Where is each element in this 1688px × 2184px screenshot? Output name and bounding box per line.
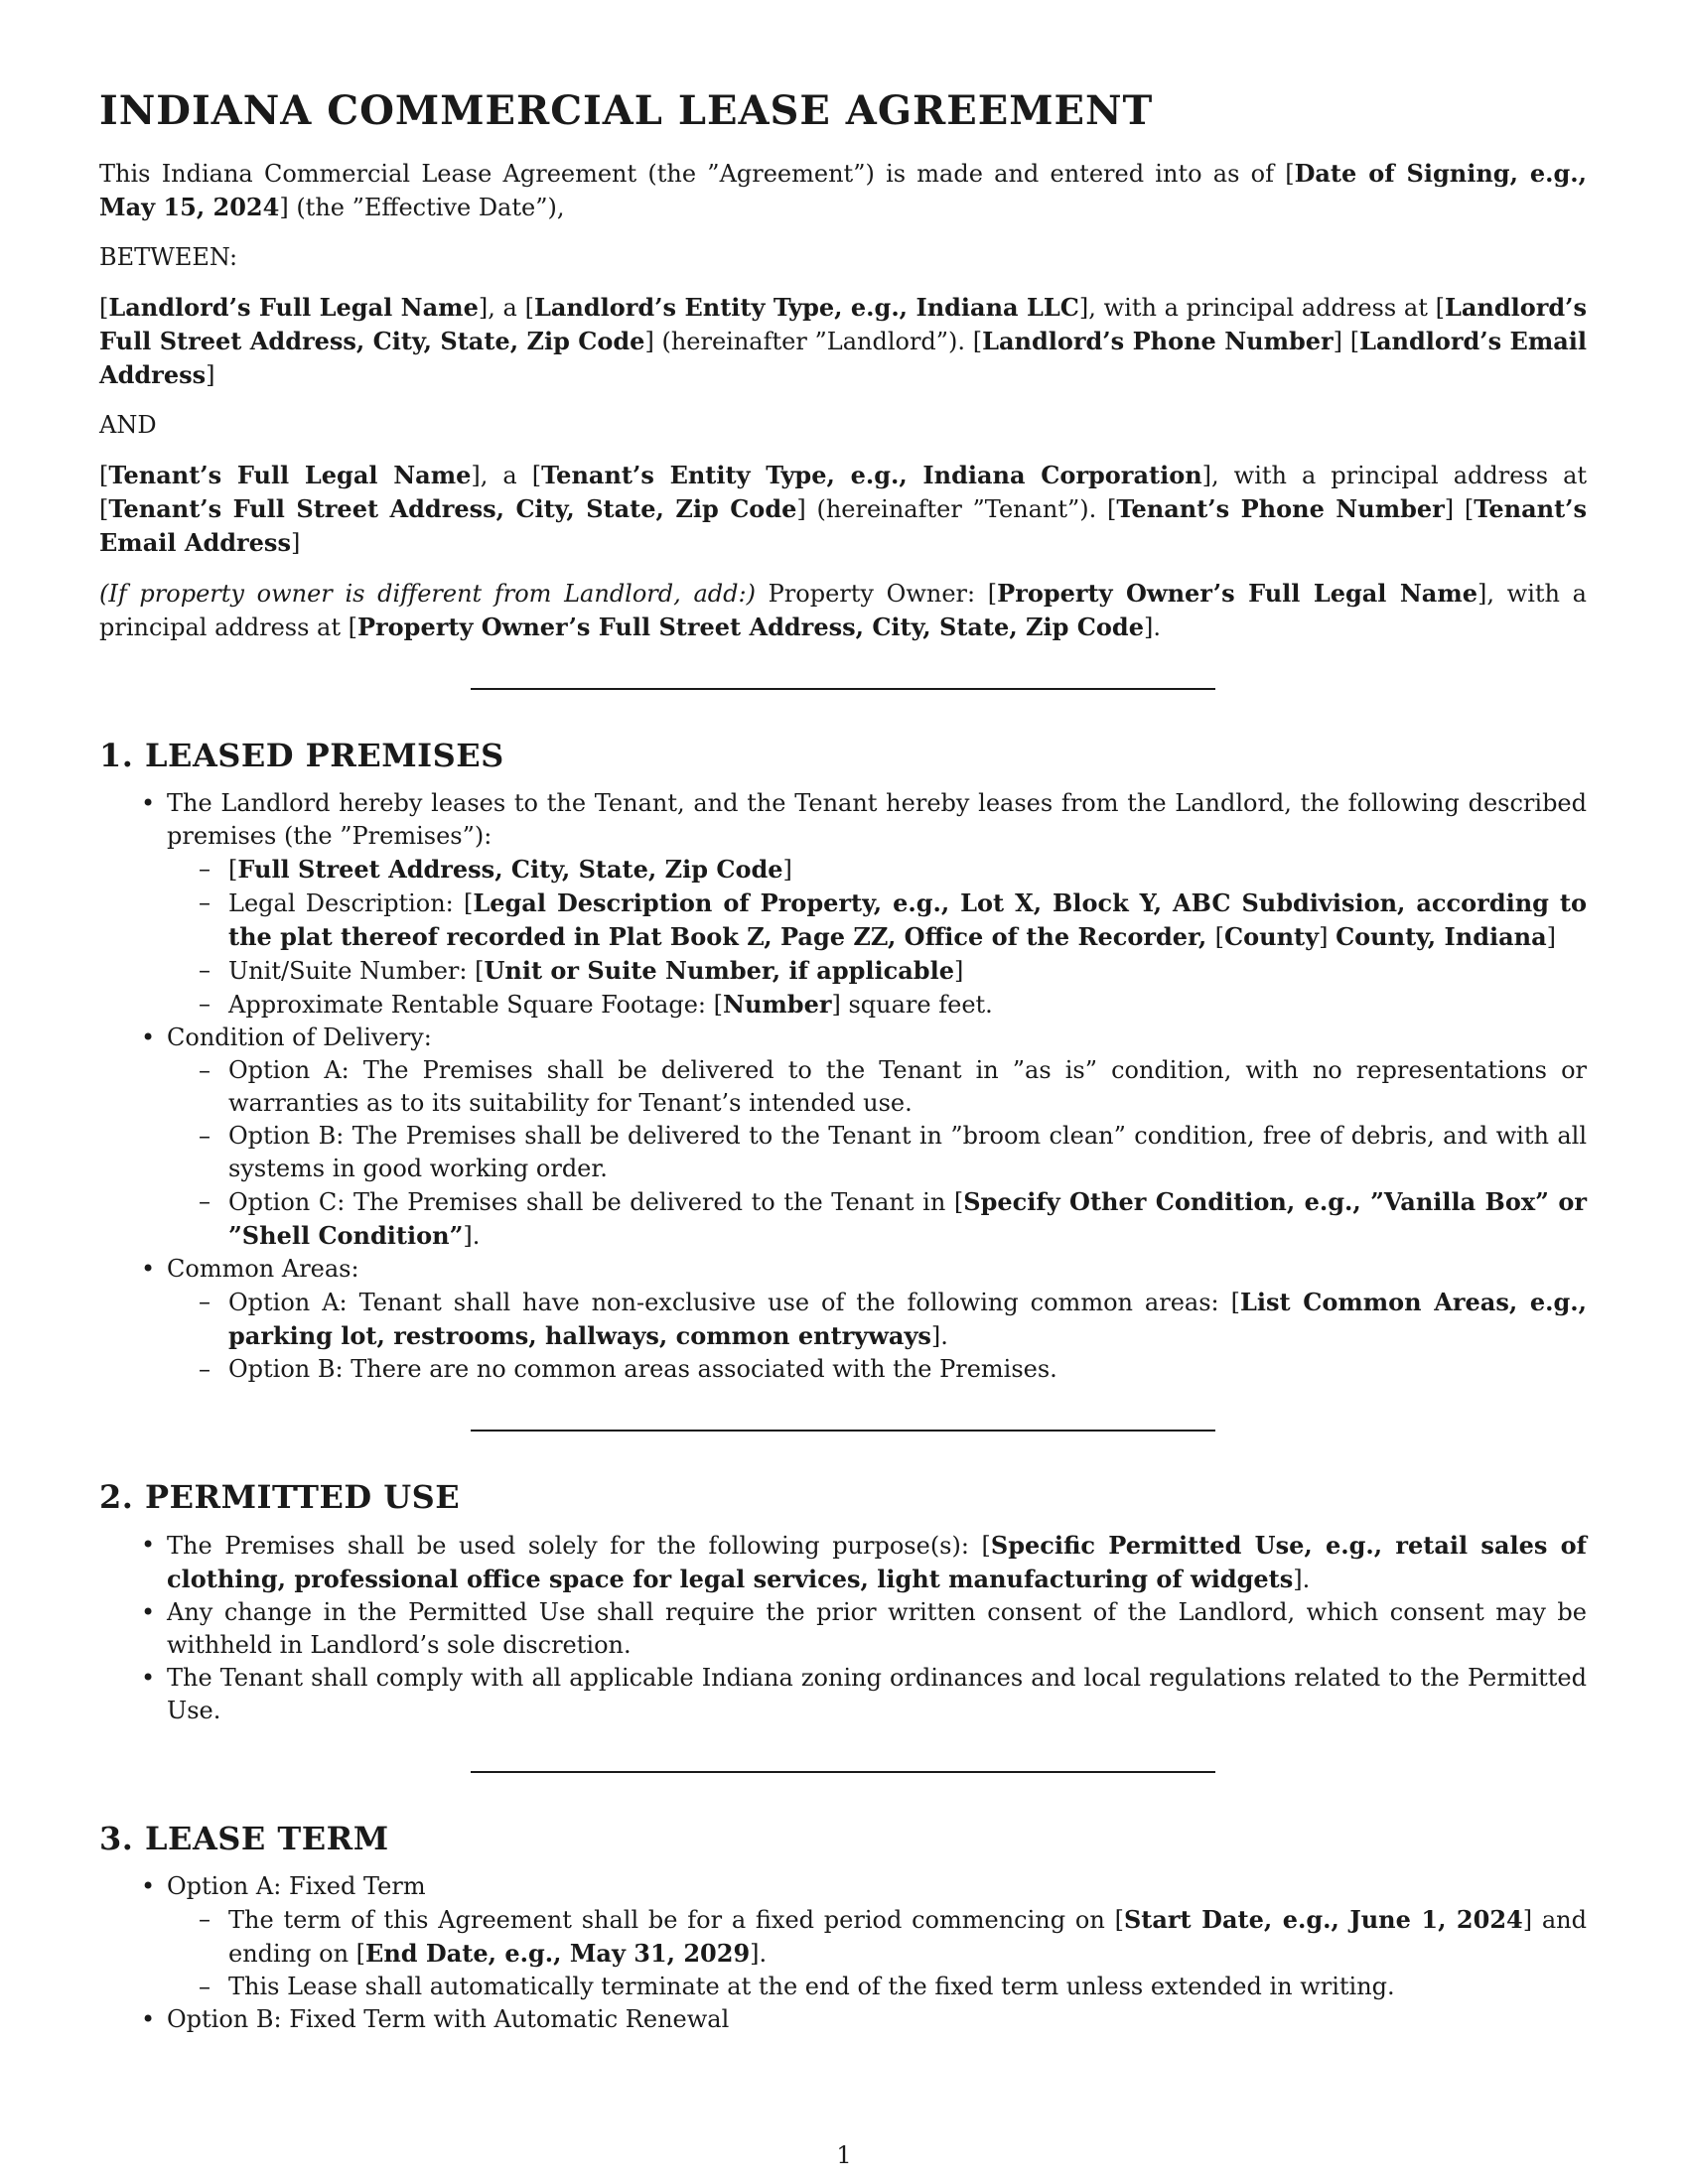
leased-premises-list xyxy=(99,787,1587,1386)
section-divider xyxy=(471,1771,1215,1773)
property-owner-paragraph: (If property owner is different from Landlord, add:) Property Owner: [Property Owner’s Full Legal Name], with a principal address at [Property Owner’s Full Street Address, City, State, Zip Code]. xyxy=(99,579,1587,641)
owner-address-placeholder: Property Owner’s Full Street Address, City, State, Zip Code xyxy=(356,613,1144,641)
list-item: • Condition of Delivery: – Option A: The Premises shall be delivered to the Tenant in ”as is” condition, with no representations or warranties as to its suitability for Tenant’s intended use. – Option B: The Premises shall be delivered to the Tenant in ”broom clean” condition, free of debris, and with all systems in good working order. – Option C: The Premises shall be delivered to the Tenant in [Specify Other Condition, e.g., ”Vanilla Box” or ”Shell Condition”]. xyxy=(99,1022,1587,1253)
square-footage-placeholder: Number xyxy=(723,990,832,1019)
landlord-entity-placeholder: Landlord’s Entity Type, e.g., Indiana LLC xyxy=(533,293,1079,322)
common-areas-placeholder: List Common Areas, e.g., parking lot, restrooms, hallways, common entryways xyxy=(228,1288,1587,1350)
list-item: • The Tenant shall comply with all applicable Indiana zoning ordinances and local regulations related to the Permitted Use. xyxy=(99,1662,1587,1727)
tenant-address-placeholder: Tenant’s Full Street Address, City, State, Zip Code xyxy=(108,494,797,523)
effective-date-placeholder: Date of Signing, e.g., May 15, 2024 xyxy=(99,159,1587,221)
section-divider xyxy=(471,1430,1215,1432)
section-heading-leased-premises: 1. LEASED PREMISES xyxy=(99,737,504,774)
premises-address-placeholder: Full Street Address, City, State, Zip Code xyxy=(237,855,783,884)
owner-note: (If property owner is different from Landlord, add:) xyxy=(99,580,756,608)
list-item: – This Lease shall automatically terminate at the end of the fixed term unless extended in writing. xyxy=(167,1971,1587,2003)
between-label: BETWEEN: xyxy=(99,243,238,271)
list-item: – The term of this Agreement shall be for a fixed period commencing on [Start Date, e.g., June 1, 2024] and ending on [End Date, e.g., May 31, 2029]. xyxy=(167,1903,1587,1971)
permitted-use-placeholder: Specific Permitted Use, e.g., retail sales of clothing, professional office space for legal services, light manufacturing of widgets xyxy=(167,1531,1587,1593)
delivery-options-list xyxy=(167,1054,1587,1253)
list-item: – Option A: The Premises shall be delivered to the Tenant in ”as is” condition, with no representations or warranties as to its suitability for Tenant’s intended use. xyxy=(167,1054,1587,1120)
list-item: • Any change in the Permitted Use shall require the prior written consent of the Landlord, which consent may be withheld in Landlord’s sole discretion. xyxy=(99,1596,1587,1662)
unit-number-placeholder: Unit or Suite Number, if applicable xyxy=(484,956,954,985)
fixed-term-list xyxy=(167,1903,1587,2003)
landlord-email-placeholder: Landlord’s Email Address xyxy=(99,327,1588,389)
section-divider xyxy=(471,688,1215,690)
landlord-paragraph: [Landlord’s Full Legal Name], a [Landlord’s Entity Type, e.g., Indiana LLC], with a principal address at [Landlord’s Full Street Address, City, State, Zip Code] (hereinafter ”Landlord”). [Landlord’s Phone Number] [Landlord’s Email Address] xyxy=(99,293,1588,389)
start-date-placeholder: Start Date, e.g., June 1, 2024 xyxy=(1123,1905,1523,1934)
owner-name-placeholder: Property Owner’s Full Legal Name xyxy=(997,579,1477,608)
list-item: – Option A: Tenant shall have non-exclusive use of the following common areas: [List Common Areas, e.g., parking lot, restrooms, hallways, common entryways]. xyxy=(167,1286,1587,1353)
permitted-use-list xyxy=(99,1529,1587,1727)
list-item: • Common Areas: – Option A: Tenant shall have non-exclusive use of the following common areas: [List Common Areas, e.g., parking lot, restrooms, hallways, common entryways]. – Option B: There are no common areas associated with the Premises. xyxy=(99,1253,1587,1386)
other-condition-placeholder: Specify Other Condition, e.g., ”Vanilla Box” or ”Shell Condition” xyxy=(228,1187,1587,1250)
document-title: INDIANA COMMERCIAL LEASE AGREEMENT xyxy=(99,87,1154,134)
tenant-phone-placeholder: Tenant’s Phone Number xyxy=(1116,494,1445,523)
list-item: – Option C: The Premises shall be delivered to the Tenant in [Specify Other Condition, e.g., ”Vanilla Box” or ”Shell Condition”]. xyxy=(167,1185,1587,1253)
and-label: AND xyxy=(99,411,157,439)
tenant-email-placeholder: Tenant’s Email Address xyxy=(99,494,1588,557)
section-heading-permitted-use: 2. PERMITTED USE xyxy=(99,1478,461,1516)
end-date-placeholder: End Date, e.g., May 31, 2029 xyxy=(365,1939,751,1968)
common-areas-list xyxy=(167,1286,1587,1386)
tenant-paragraph: [Tenant’s Full Legal Name], a [Tenant’s Entity Type, e.g., Indiana Corporation], with a principal address at [Tenant’s Full Street Address, City, State, Zip Code] (hereinafter ”Tenant”). [Tenant’s Phone Number] [Tenant’s Email Address] xyxy=(99,461,1588,557)
list-item: • The Landlord hereby leases to the Tenant, and the Tenant hereby leases from the Landlord, the following described premises (the ”Premises”): – [Full Street Address, City, State, Zip Code] – Legal Description: [Legal Description of Property, e.g., Lot X, Block Y, ABC Subdivision, according to the plat thereof recorded in Plat Book Z, Page ZZ, Office of the Recorder, [County] County, Indiana] – Unit/Suite Number: [Unit or Suite Number, if applicable] – Approximate Rentable Square Footage: [Number] square feet. xyxy=(99,787,1587,1022)
tenant-name-placeholder: Tenant’s Full Legal Name xyxy=(108,461,472,489)
list-item: – [Full Street Address, City, State, Zip Code] xyxy=(167,853,1587,887)
list-item: – Legal Description: [Legal Description of Property, e.g., Lot X, Block Y, ABC Subdivision, according to the plat thereof recorded in Plat Book Z, Page ZZ, Office of the Recorder, [County] County, Indiana] xyxy=(167,887,1587,954)
lease-term-list xyxy=(99,1870,1587,2036)
landlord-address-placeholder: Landlord’s Full Street Address, City, State, Zip Code xyxy=(99,293,1588,355)
legal-description-placeholder: Legal Description of Property, e.g., Lot X, Block Y, ABC Subdivision, according to the plat thereof recorded in Plat Book Z, Page ZZ, Office of the Recorder, xyxy=(228,888,1588,951)
page-number: 1 xyxy=(836,2141,852,2169)
intro-paragraph: This Indiana Commercial Lease Agreement (the ”Agreement”) is made and entered into as of [Date of Signing, e.g., May 15, 2024] (the ”Effective Date”), xyxy=(99,159,1587,221)
premises-details-list xyxy=(167,853,1587,1022)
list-item: – Approximate Rentable Square Footage: [Number] square feet. xyxy=(167,988,1587,1022)
list-item: • The Premises shall be used solely for the following purpose(s): [Specific Permitted Use, e.g., retail sales of clothing, professional office space for legal services, light manufacturing of widgets]. xyxy=(99,1529,1587,1596)
landlord-name-placeholder: Landlord’s Full Legal Name xyxy=(108,293,479,322)
list-item: – Option B: There are no common areas associated with the Premises. xyxy=(167,1353,1587,1386)
document-page xyxy=(99,87,1587,2036)
list-item: • Option B: Fixed Term with Automatic Renewal xyxy=(99,2003,1587,2036)
list-item: – Unit/Suite Number: [Unit or Suite Number, if applicable] xyxy=(167,954,1587,988)
landlord-phone-placeholder: Landlord’s Phone Number xyxy=(982,327,1334,355)
tenant-entity-placeholder: Tenant’s Entity Type, e.g., Indiana Corporation xyxy=(541,461,1202,489)
list-item: • Option A: Fixed Term – The term of this Agreement shall be for a fixed period commencing on [Start Date, e.g., June 1, 2024] and ending on [End Date, e.g., May 31, 2029]. – This Lease shall automatically terminate at the end of the fixed term unless extended in writing. xyxy=(99,1870,1587,2003)
section-heading-lease-term: 3. LEASE TERM xyxy=(99,1820,389,1857)
list-item: – Option B: The Premises shall be delivered to the Tenant in ”broom clean” condition, free of debris, and with all systems in good working order. xyxy=(167,1120,1587,1185)
